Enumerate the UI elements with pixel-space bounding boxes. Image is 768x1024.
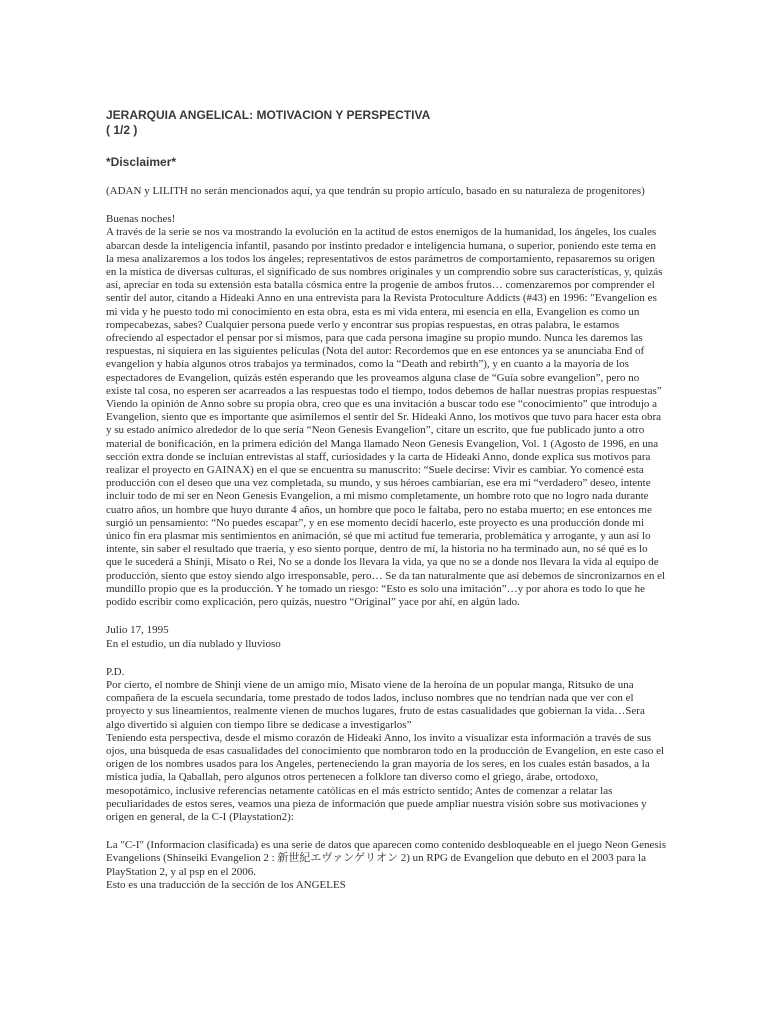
postscript-label: P.D. [106, 665, 125, 678]
document-page [106, 108, 666, 892]
paragraph-5: La "C-I" (Informacion clasificada) es una serie de datos que aparecen como contenido desbloqueable en el juego Neon Genesis Evangelions (Shinseiki Evangelion 2 : 新世紀エヴァンゲリオン 2) un RPG de Evangelion que debuto en el 2003 para la PlayStation 2, y al psp en el 2006. [106, 839, 666, 878]
paragraph-4: Teniendo esta perspectiva, desde el mismo corazón de Hideaki Anno, los invito a visualizar esta información a través de sus ojos, una búsqueda de esas casualidades del conocimiento que nombraron todo en la producción de Evangelion, en este caso el origen de los nombres usados para los Angeles, perteneciendo la gran mayoría de los seres, en los cuales están basados, a la mística judía, la Qaballah, pero algunos otros pertenecen a folklore tan diverso como el griego, árabe, ortodoxo, mesopotámico, inclusive referencias netamente católicas en el más estricto sentido; Antes de comenzar a relatar las peculiaridades de estos seres, veamos una pieza de información que puede ampliar nuestra visión sobre sus motivaciones y origen en general, de la C-I (Playstation2): [106, 731, 665, 823]
disclaimer-heading: *Disclaimer* [106, 155, 177, 169]
intro-note: (ADAN y LILITH no serán mencionados aquí, ya que tendrán su propio artículo, basado en su naturaleza de progenitores) [106, 185, 645, 197]
place-line: En el estudio, un día nublado y lluvioso [106, 637, 281, 650]
title-line: JERARQUIA ANGELICAL: MOTIVACION Y PERSPECTIVA [106, 108, 431, 122]
paragraph-2: Viendo la opinión de Anno sobre su propia obra, creo que es una invitación a buscar todo ese “conocimiento” que introdujo a Evangelion, siento que es importante que asimilemos el sentir del Sr. Hideaki Anno, los motivos que tuvo para hacer esta obra y su estado anímico alrededor de lo que sería “Neon Genesis Evangelion”, citare un escrito, que fue publicado junto a otro material de bonificación, en la primera edición del Manga llamado Neon Genesis Evangelion, Vol. 1 (Agosto de 1996, en una sección extra donde se incluían entrevistas al staff, curiosidades y la carta de Hideaki Anno, donde explica sus motivos para realizar el proyecto en GAINAX) en el que se encuentra su manuscrito: “Suele decirse: Vivir es cambiar. Yo comencé esta producción con el deseo que una vez completada, su mundo, y sus héroes cambiarían, ese era mi “verdadero” deseo, intente incluir todo de mi ser en Neon Genesis Evangelion, a mi mismo completamente, un hombre roto que no logro nada durante cuatro años, un hombre que huyo durante 4 años, un hombre que poco le faltaba, pero no estaba muerto; en ese entonces me surgió un pensamiento: “No puedes escapar”, y en ese momento decidí hacerlo, este proyecto es una producción donde mi único fin era plasmar mis sentimientos en animación, sé que mi actitud fue temeraria, problemática y arrogante, y aun así lo intente, sin saber el resultado que traería, y eso siento porque, dentro de mí, la historia no ha terminado aun, no sé qué es lo que le sucederá a Shinji, Misato o Rei, No se a donde los llevara la vida, ya que no se a donde nos llevara la vida al equipo de producción, siento que estoy siendo algo irresponsable, pero… Se da tan naturalmente que así debemos de sincronizarnos en el mundillo propio que es la producción. Y he tomado un riesgo: “Esto es solo una imitación”…y por ahora es todo lo que he podido escribir como explicación, pero quizás, nuestro “Original” yace por ahí, en algún lado. [106, 398, 666, 609]
greeting: Buenas noches! [106, 213, 176, 226]
date-line: Julio 17, 1995 [106, 624, 169, 637]
title-part: ( 1/2 ) [106, 123, 138, 137]
paragraph-6: Esto es una traducción de la sección de los ANGELES [106, 878, 346, 891]
paragraph-3: Por cierto, el nombre de Shinji viene de un amigo mío, Misato viene de la heroína de un popular manga, Ritsuko de una compañera de la escuela secundaria, tome prestado de todos lados, incluso nombres que no tendrían nada que ver con el proyecto y sus lineamientos, realmente vienen de muchos lugares, fruto de estas casualidades que gobiernan la vida…Sera algo divertido si alguien con tiempo libre se dedicase a investigarlos” [106, 678, 645, 731]
paragraph-1: A través de la serie se nos va mostrando la evolución en la actitud de estos enemigos de la humanidad, los ángeles, los cuales abarcan desde la inteligencia infantil, pasando por instinto predador e inteligencia humana, o superior, poniendo este tema en la mesa analizaremos a los todos los ángeles; representativos de estos parámetros de comportamiento, repasaremos su origen en la mística de diversas culturas, el significado de sus nombres originales y un comprendio sobre sus características, y, quizás así, apreciar en toda su extensión esta batalla cósmica entre la progenie de ambos frutos… comenzaremos por comprender el sentir del autor, citando a Hideaki Anno en una entrevista para la Revista Protoculture Addicts (#43) en 1996: "Evangelion es mi vida y he puesto todo mi conocimiento en esta obra, esta es mi vida entera, mi esencia en ella, Evangelion es como un rompecabezas, sabes? Cualquier persona puede verlo y encontrar sus propias respuestas, en otras palabra, le estamos ofreciendo al espectador el pensar por si mismos, para que cada persona imagine su propio mundo. Nunca les daremos las respuestas, ni siquiera en las siguientes películas (Nota del autor: Recordemos que en ese entonces ya se anunciaba End of evangelion y había algunos otros trabajos ya terminados, como la “Death and rebirth”), y en cuanto a la mayoría de los espectadores de Evangelion, quizás estén esperando que les proveamos alguna clase de “Guía sobre evangelion”, pero no existe tal cosa, no esperen ser acarreados a las respuestas todo el tiempo, todos debemos de hallar nuestras propias respuestas” [106, 226, 663, 397]
document-title [106, 108, 666, 138]
